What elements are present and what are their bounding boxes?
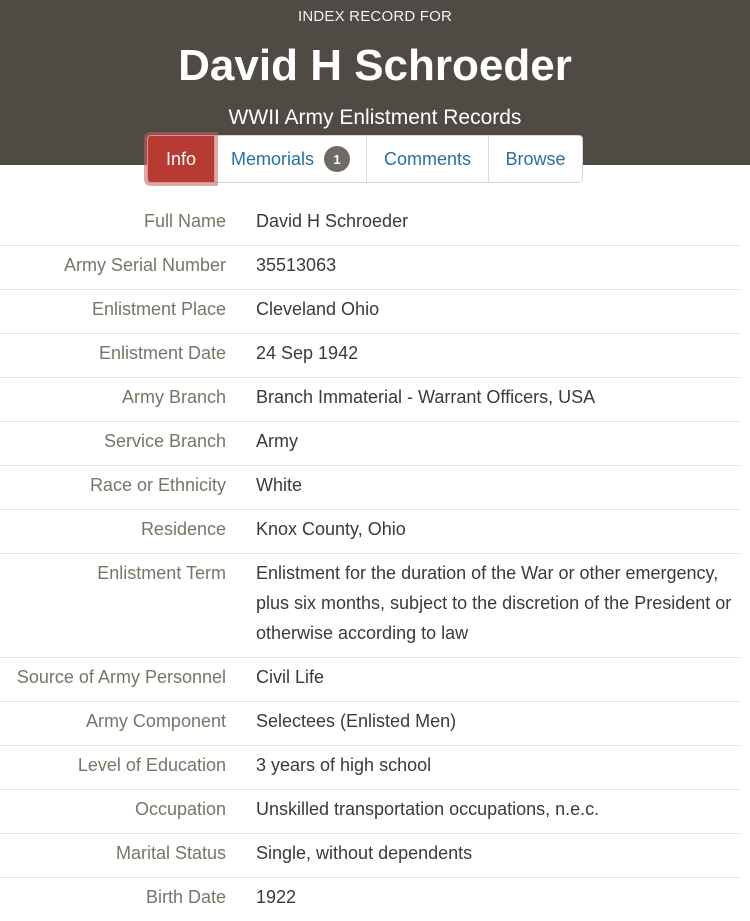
field-label: Enlistment Place bbox=[91, 299, 226, 319]
record-row-army-branch bbox=[0, 378, 740, 422]
tab-memorials[interactable] bbox=[214, 136, 366, 182]
record-row-race bbox=[0, 466, 740, 510]
field-value: Knox County, Ohio bbox=[256, 519, 406, 539]
record-row-birth-date bbox=[0, 878, 740, 921]
field-value: Civil Life bbox=[256, 667, 325, 687]
record-row-marital-status bbox=[0, 834, 740, 878]
field-label: Enlistment Term bbox=[97, 563, 226, 583]
tab-comments[interactable]: Comments bbox=[366, 136, 488, 182]
record-row-service-branch bbox=[0, 422, 740, 466]
field-value: Cleveland Ohio bbox=[256, 299, 380, 319]
field-value: Army bbox=[256, 431, 298, 451]
field-value: Single, without dependents bbox=[256, 843, 473, 863]
record-row-army-component bbox=[0, 702, 740, 746]
record-row-full-name bbox=[0, 202, 740, 246]
record-row-enlistment-place bbox=[0, 290, 740, 334]
record-row-enlistment-term bbox=[0, 554, 740, 658]
field-label: Full Name bbox=[143, 211, 226, 231]
record-row-occupation bbox=[0, 790, 740, 834]
field-value: Unskilled transportation occupations, n.e.c. bbox=[256, 799, 600, 819]
field-value: David H Schroeder bbox=[256, 211, 409, 231]
record-tabs bbox=[147, 135, 583, 183]
field-label: Service Branch bbox=[103, 431, 226, 451]
record-row-education bbox=[0, 746, 740, 790]
collection-title: WWII Army Enlistment Records bbox=[228, 106, 522, 129]
field-label: Level of Education bbox=[77, 755, 226, 775]
record-row-personnel-source bbox=[0, 658, 740, 702]
field-label: Residence bbox=[140, 519, 226, 539]
record-row-residence bbox=[0, 510, 740, 554]
header-kicker: INDEX RECORD FOR bbox=[297, 8, 453, 25]
field-value: Branch Immaterial - Warrant Officers, USA bbox=[256, 387, 596, 407]
field-label: Army Component bbox=[85, 711, 226, 731]
field-value: Enlistment for the duration of the War or other emergency, plus six months, subject to the discretion of the President or otherwise according to law bbox=[256, 563, 732, 643]
tab-info[interactable]: Info bbox=[148, 136, 214, 182]
field-value: White bbox=[256, 475, 303, 495]
field-label: Marital Status bbox=[115, 843, 226, 863]
field-label: Occupation bbox=[134, 799, 226, 819]
field-label: Enlistment Date bbox=[98, 343, 226, 363]
record-row-serial-number bbox=[0, 246, 740, 290]
record-row-enlistment-date bbox=[0, 334, 740, 378]
memorials-count-badge: 1 bbox=[324, 146, 350, 172]
record-details bbox=[0, 202, 740, 921]
field-value: 3 years of high school bbox=[256, 755, 432, 775]
field-value: 1922 bbox=[256, 887, 297, 907]
field-label: Army Branch bbox=[121, 387, 226, 407]
field-label: Army Serial Number bbox=[63, 255, 226, 275]
tab-memorials-label: Memorials bbox=[230, 148, 314, 169]
field-value: Selectees (Enlisted Men) bbox=[256, 711, 457, 731]
field-label: Source of Army Personnel bbox=[16, 667, 226, 687]
field-label: Race or Ethnicity bbox=[89, 475, 226, 495]
field-value: 24 Sep 1942 bbox=[256, 343, 359, 363]
field-label: Birth Date bbox=[145, 887, 226, 907]
tab-browse[interactable]: Browse bbox=[488, 136, 582, 182]
field-value: 35513063 bbox=[256, 255, 337, 275]
page-title: David H Schroeder bbox=[178, 41, 572, 90]
